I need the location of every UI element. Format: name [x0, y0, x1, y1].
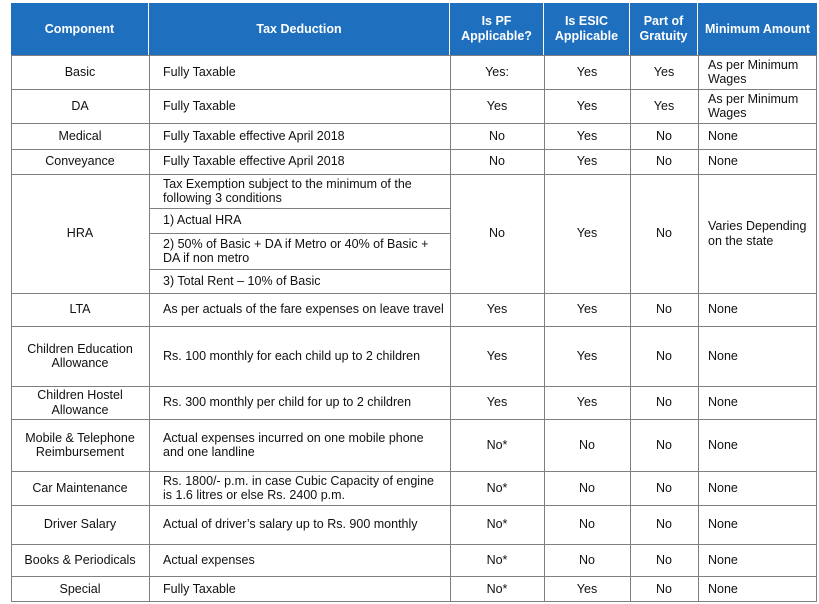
row-pf: Yes [486, 302, 508, 317]
table-grid-line [544, 55, 545, 602]
header-component: Component [11, 3, 149, 55]
row-gratuity: No [656, 581, 672, 596]
row-minimum-amount: Varies Depending on the state [708, 219, 807, 248]
row-esic: No [579, 437, 595, 452]
row-pf: No* [486, 552, 508, 567]
row-esic: Yes [576, 98, 598, 113]
table-grid-line [11, 576, 817, 577]
table-grid-line [11, 89, 817, 90]
salary-components-table [11, 3, 817, 602]
hra-tax-line: 2) 50% of Basic + DA if Metro or 40% of Basic + DA if non metro [163, 236, 429, 265]
row-component: Medical [58, 128, 102, 143]
row-component: Children Hostel Allowance [37, 388, 123, 417]
row-minimum-amount: None [708, 517, 738, 532]
row-pf: No* [486, 480, 508, 495]
row-component: Conveyance [45, 154, 115, 169]
row-gratuity: No [656, 226, 672, 241]
row-component: Driver Salary [43, 517, 117, 532]
row-pf: Yes: [485, 64, 509, 79]
table-grid-line [11, 55, 817, 56]
table-grid-line [149, 233, 450, 234]
row-tax-deduction: Rs. 100 monthly for each child up to 2 children [163, 348, 421, 363]
row-gratuity: No [656, 302, 672, 317]
table-grid-line [149, 269, 450, 270]
row-tax-deduction: Fully Taxable [163, 98, 236, 113]
table-grid-line [11, 123, 817, 124]
row-esic: Yes [576, 154, 598, 169]
row-gratuity: No [656, 552, 672, 567]
row-esic: Yes [576, 64, 598, 79]
row-minimum-amount: None [708, 552, 738, 567]
row-tax-deduction: Actual expenses [163, 552, 255, 567]
row-pf: Yes [486, 98, 508, 113]
table-grid-line [698, 55, 699, 602]
table-grid-line [630, 55, 631, 602]
row-tax-deduction: Actual of driver’s salary up to Rs. 900 monthly [163, 517, 418, 532]
row-esic: No [579, 517, 595, 532]
table-grid-line [11, 174, 817, 175]
row-esic: Yes [576, 128, 598, 143]
row-tax-deduction: Actual expenses incurred on one mobile phone and one landline [163, 430, 424, 459]
table-grid-line [149, 208, 450, 209]
row-minimum-amount: As per Minimum Wages [708, 57, 799, 86]
row-tax-deduction: Fully Taxable effective April 2018 [163, 154, 345, 169]
table-grid-line [11, 55, 12, 602]
row-gratuity: No [656, 517, 672, 532]
row-component: Mobile & Telephone Reimbursement [25, 430, 135, 459]
row-gratuity: No [656, 128, 672, 143]
row-gratuity: Yes [653, 98, 675, 113]
row-minimum-amount: None [708, 348, 738, 363]
row-gratuity: No [656, 348, 672, 363]
row-pf: No [489, 154, 505, 169]
row-component: DA [71, 98, 89, 113]
row-tax-deduction: Fully Taxable [163, 581, 236, 596]
row-tax-deduction: Fully Taxable effective April 2018 [163, 128, 345, 143]
table-grid-line [11, 386, 817, 387]
table-grid-line [11, 601, 817, 602]
row-component: Basic [64, 64, 96, 79]
row-component: Car Maintenance [32, 480, 128, 495]
row-gratuity: No [656, 480, 672, 495]
row-component: Special [59, 581, 101, 596]
row-esic: Yes [576, 226, 598, 241]
row-pf: No* [486, 437, 508, 452]
row-tax-deduction: Rs. 1800/- p.m. in case Cubic Capacity of engine is 1.6 litres or else Rs. 2400 p.m. [163, 473, 434, 502]
table-grid-line [149, 55, 150, 602]
row-minimum-amount: None [708, 395, 738, 410]
table-grid-line [11, 505, 817, 506]
row-tax-deduction: As per actuals of the fare expenses on leave travel [163, 302, 444, 317]
row-esic: Yes [576, 395, 598, 410]
row-tax-deduction: Rs. 300 monthly per child for up to 2 children [163, 395, 412, 410]
header-pf-applicable: Is PF Applicable? [450, 3, 544, 55]
row-pf: Yes [486, 348, 508, 363]
table-grid-line [11, 326, 817, 327]
row-minimum-amount: None [708, 154, 738, 169]
row-esic: Yes [576, 348, 598, 363]
row-esic: Yes [576, 302, 598, 317]
row-minimum-amount: As per Minimum Wages [708, 91, 799, 120]
hra-tax-line: Tax Exemption subject to the minimum of the following 3 conditions [163, 176, 412, 205]
row-pf: No [489, 226, 505, 241]
row-pf: No* [486, 517, 508, 532]
table-grid-line [816, 55, 817, 602]
table-grid-line [11, 149, 817, 150]
row-minimum-amount: None [708, 302, 738, 317]
row-gratuity: No [656, 437, 672, 452]
row-component: LTA [69, 302, 91, 317]
row-minimum-amount: None [708, 437, 738, 452]
row-component: Books & Periodicals [24, 552, 136, 567]
table-grid-line [11, 293, 817, 294]
table-grid-line [11, 419, 817, 420]
row-component: Children Education Allowance [27, 341, 133, 370]
row-gratuity: No [656, 154, 672, 169]
row-pf: No* [486, 581, 508, 596]
row-minimum-amount: None [708, 581, 738, 596]
row-gratuity: No [656, 395, 672, 410]
header-tax-deduction: Tax Deduction [149, 3, 450, 55]
row-esic: Yes [576, 581, 598, 596]
row-esic: No [579, 480, 595, 495]
row-esic: No [579, 552, 595, 567]
row-gratuity: Yes [653, 64, 675, 79]
hra-tax-line: 1) Actual HRA [163, 213, 242, 228]
table-grid-line [450, 55, 451, 602]
header-esic-applicable: Is ESIC Applicable [544, 3, 630, 55]
table-grid-line [11, 471, 817, 472]
table-grid-line [11, 544, 817, 545]
row-pf: Yes [486, 395, 508, 410]
row-component: HRA [66, 226, 94, 241]
header-minimum-amount: Minimum Amount [698, 3, 817, 55]
hra-tax-line: 3) Total Rent – 10% of Basic [163, 273, 321, 288]
row-tax-deduction: Fully Taxable [163, 64, 236, 79]
row-minimum-amount: None [708, 480, 738, 495]
row-minimum-amount: None [708, 128, 738, 143]
row-pf: No [489, 128, 505, 143]
header-gratuity: Part of Gratuity [630, 3, 698, 55]
